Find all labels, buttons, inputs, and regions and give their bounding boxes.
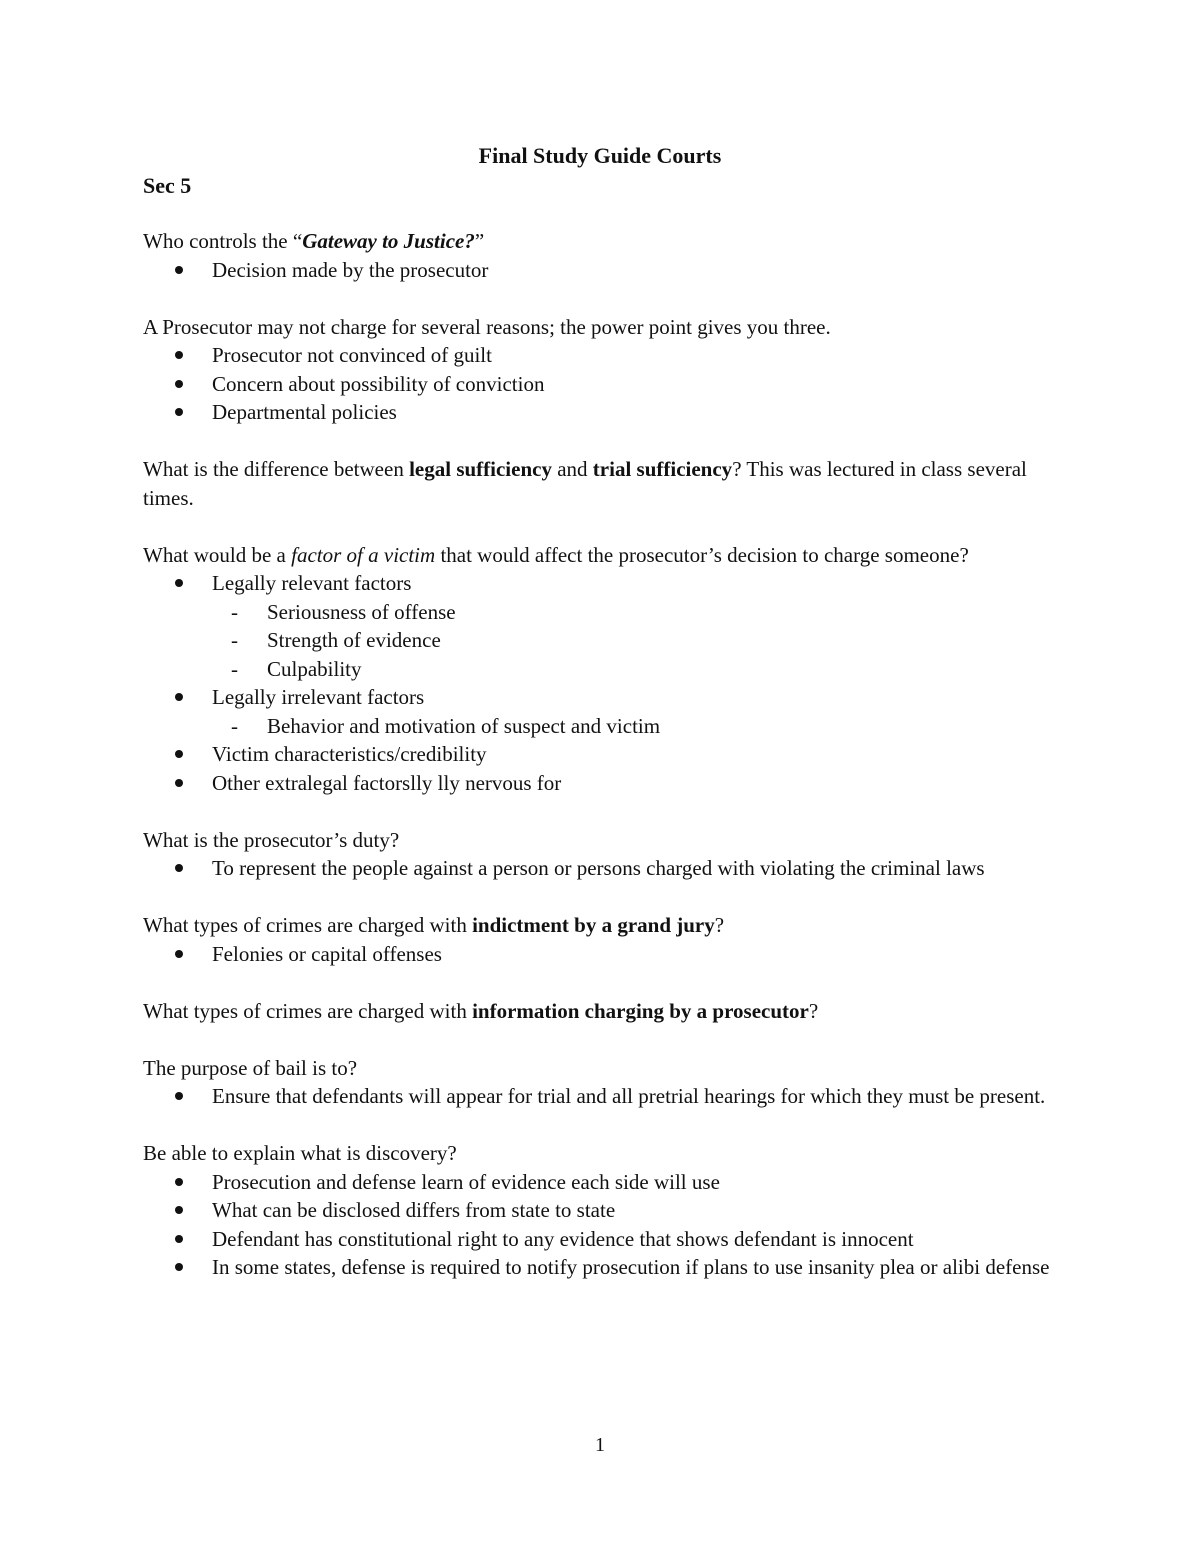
list-item: Departmental policies: [143, 398, 1063, 427]
bullet-list: [143, 341, 1063, 427]
list-item: To represent the people against a person or persons charged with violating the criminal laws: [143, 854, 1063, 883]
question-grand-jury: What types of crimes are charged with indictment by a grand jury?: [143, 913, 725, 937]
list-item: What can be disclosed differs from state to state: [143, 1196, 1063, 1225]
question-victim-factor: What would be a factor of a victim that would affect the prosecutor’s decision to charge someone?: [143, 542, 969, 567]
question-bail: The purpose of bail is to?: [143, 1055, 358, 1080]
list-item: Prosecutor not convinced of guilt: [143, 341, 1063, 370]
sub-list: [212, 598, 1063, 684]
list-item: Other extralegal factorslly lly nervous for: [143, 769, 1063, 798]
list-item: Ensure that defendants will appear for trial and all pretrial hearings for which they must be present.: [143, 1082, 1063, 1111]
sub-list-item: - Seriousness of offense: [212, 598, 1063, 627]
list-item: Decision made by the prosecutor: [143, 256, 1063, 285]
sub-list-item: - Culpability: [212, 655, 1063, 684]
list-item: Victim characteristics/credibility: [143, 740, 1063, 769]
list-item: Legally irrelevant factors - Behavior and motivation of suspect and victim: [143, 683, 1063, 740]
question-information-charging: What types of crimes are charged with information charging by a prosecutor?: [143, 998, 819, 1023]
section-heading: Sec 5: [143, 173, 192, 198]
question-not-charge: A Prosecutor may not charge for several reasons; the power point gives you three.: [143, 314, 831, 339]
question-prosecutor-duty: What is the prosecutor’s duty?: [143, 827, 400, 852]
list-item: Felonies or capital offenses: [143, 940, 1063, 969]
bullet-list: [143, 569, 1063, 797]
bullet-list: [143, 854, 1063, 883]
list-item: Defendant has constitutional right to any evidence that shows defendant is innocent: [143, 1225, 1063, 1254]
page-number: 1: [595, 1434, 605, 1456]
document-body: [143, 227, 1063, 1282]
question-gateway: Who controls the “Gateway to Justice?”: [143, 229, 485, 253]
list-item: In some states, defense is required to notify prosecution if plans to use insanity plea or alibi defense: [143, 1253, 1063, 1282]
bullet-list: [143, 256, 1063, 285]
question-sufficiency: What is the difference between legal sufficiency and trial sufficiency? This was lectured in class several times.: [143, 457, 1027, 510]
sub-list: [212, 712, 1063, 741]
sub-list-item: - Strength of evidence: [212, 626, 1063, 655]
bullet-list: [143, 940, 1063, 969]
bullet-list: [143, 1082, 1063, 1111]
sub-list-item: - Behavior and motivation of suspect and victim: [212, 712, 1063, 741]
list-item: Concern about possibility of conviction: [143, 370, 1063, 399]
question-discovery: Be able to explain what is discovery?: [143, 1141, 457, 1165]
document-title: Final Study Guide Courts: [478, 143, 722, 168]
bullet-list: [143, 1168, 1063, 1282]
list-item: Legally relevant factors - Seriousness of offense - Strength of evidence - Culpability: [143, 569, 1063, 683]
list-item: Prosecution and defense learn of evidence each side will use: [143, 1168, 1063, 1197]
